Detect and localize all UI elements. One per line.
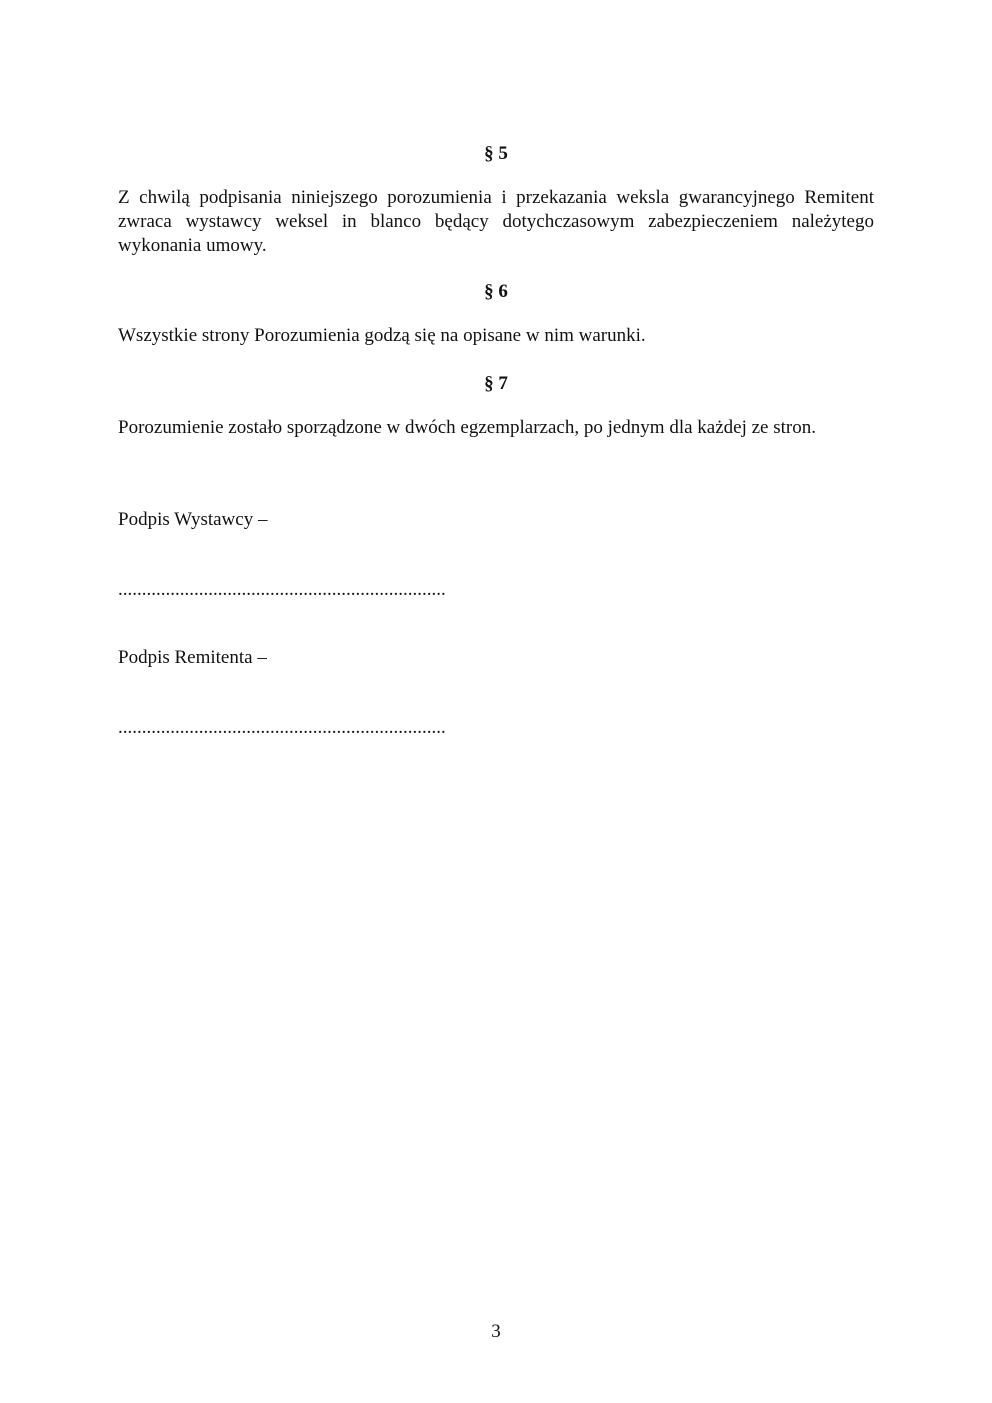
issuer-signature-line: ..................................................................... [118, 579, 446, 600]
section-6-heading: § 6 [484, 281, 508, 302]
payee-signature-line: ..................................................................... [118, 717, 446, 738]
section-7-heading: § 7 [484, 373, 508, 394]
section-6-text: Wszystkie strony Porozumienia godzą się na opisane w nim warunki. [118, 325, 646, 346]
section-5-text: Z chwilą podpisania niniejszego porozumienia i przekazania weksla gwarancyjnego Remitent zwraca wystawcy weksel in blanco będący dotychczasowym zabezpieczeniem należytego wykonania umowy. [118, 187, 874, 256]
payee-signature-label: Podpis Remitenta – [118, 647, 267, 668]
section-5-heading: § 5 [484, 143, 508, 164]
page-number: 3 [491, 1321, 501, 1342]
section-7-text: Porozumienie zostało sporządzone w dwóch egzemplarzach, po jednym dla każdej ze stron. [118, 417, 816, 438]
issuer-signature-label: Podpis Wystawcy – [118, 509, 268, 530]
